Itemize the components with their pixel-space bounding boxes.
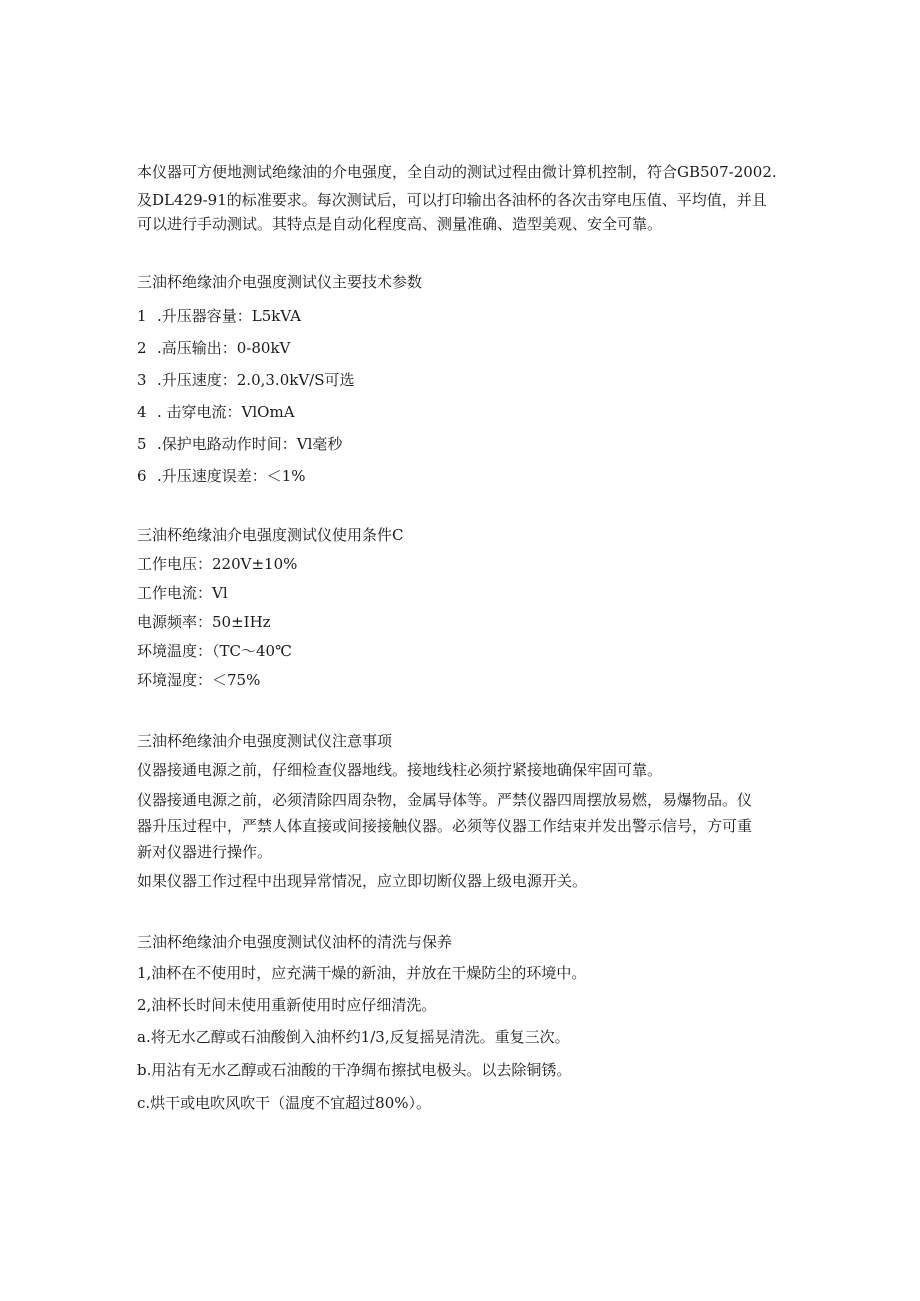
params-heading: 三油杯绝缘油介电强度测试仪主要技术参数 <box>137 273 423 291</box>
cleaning-item: b.用沾有无水乙醇或石油酸的干净绸布擦拭电极头。以去除铜锈。 <box>137 1061 572 1079</box>
condition-item: 工作电压：220V±10% <box>137 555 298 573</box>
condition-item: 环境湿度：＜75% <box>137 671 261 689</box>
param-item <box>137 370 355 390</box>
cleaning-heading: 三油杯绝缘油介电强度测试仪油杯的清洗与保养 <box>137 933 453 951</box>
note-line: 仪器接通电源之前，必须清除四周杂物，金属导体等。严禁仪器四周摆放易燃，易爆物品。仪 <box>137 791 753 809</box>
param-item <box>137 306 301 326</box>
cleaning-item: 2,油杯长时间未使用重新使用时应仔细清洗。 <box>137 996 437 1014</box>
param-item <box>137 402 295 422</box>
conditions-heading: 三油杯绝缘油介电强度测试仪使用条件C <box>137 526 404 544</box>
param-text: .高压输出：0-80kV <box>157 339 291 357</box>
note-line: 新对仪器进行操作。 <box>137 843 273 861</box>
param-item <box>137 434 342 454</box>
note-line: 如果仪器工作过程中出现异常情况，应立即切断仪器上级电源开关。 <box>137 872 588 890</box>
param-number: 3 <box>137 371 147 389</box>
param-item <box>137 466 306 486</box>
intro-line-2: 及DL429-91的标准要求。每次测试后，可以打印输出各油杯的各次击穿电压值、平均值，并且 <box>137 191 767 209</box>
note-line: 仪器接通电源之前，仔细检查仪器地线。接地线柱必须拧紧接地确保牢固可靠。 <box>137 761 663 779</box>
param-text: .保护电路动作时间：Vl毫秒 <box>157 435 343 453</box>
condition-item: 工作电流：Vl <box>137 584 228 602</box>
param-number: 1 <box>137 307 147 325</box>
param-text: .升压速度误差：＜1% <box>157 467 306 485</box>
condition-item: 电源频率：50±IHz <box>137 613 271 631</box>
intro-line-1: 本仪器可方便地测试绝缘油的介电强度，全自动的测试过程由微计算机控制，符合GB507-2002. <box>137 163 777 181</box>
param-number: 5 <box>137 435 147 453</box>
param-item <box>137 338 290 358</box>
param-text: . 击穿电流：VlOmA <box>157 403 295 421</box>
param-number: 2 <box>137 339 147 357</box>
param-number: 4 <box>137 403 147 421</box>
param-text: .升压速度：2.0,3.0kV/S可选 <box>157 371 355 389</box>
notes-heading: 三油杯绝缘油介电强度测试仪注意事项 <box>137 732 393 750</box>
cleaning-item: c.烘干或电吹风吹干（温度不宜超过80%）。 <box>137 1094 432 1112</box>
note-line: 器升压过程中，严禁人体直接或间接接触仪器。必须等仪器工作结束并发出警示信号，方可重 <box>137 817 753 835</box>
param-number: 6 <box>137 467 147 485</box>
param-text: .升压器容量：L5kVA <box>157 307 302 325</box>
cleaning-item: 1,油杯在不使用时，应充满干燥的新油，并放在干燥防尘的环境中。 <box>137 964 587 982</box>
intro-line-3: 可以进行手动测试。其特点是自动化程度高、测量准确、造型美观、安全可靠。 <box>137 215 663 233</box>
cleaning-item: a.将无水乙醇或石油酸倒入油杯约1/3,反复摇晃清洗。重复三次。 <box>137 1028 570 1046</box>
condition-item: 环境温度：（TC～40℃ <box>137 642 292 660</box>
